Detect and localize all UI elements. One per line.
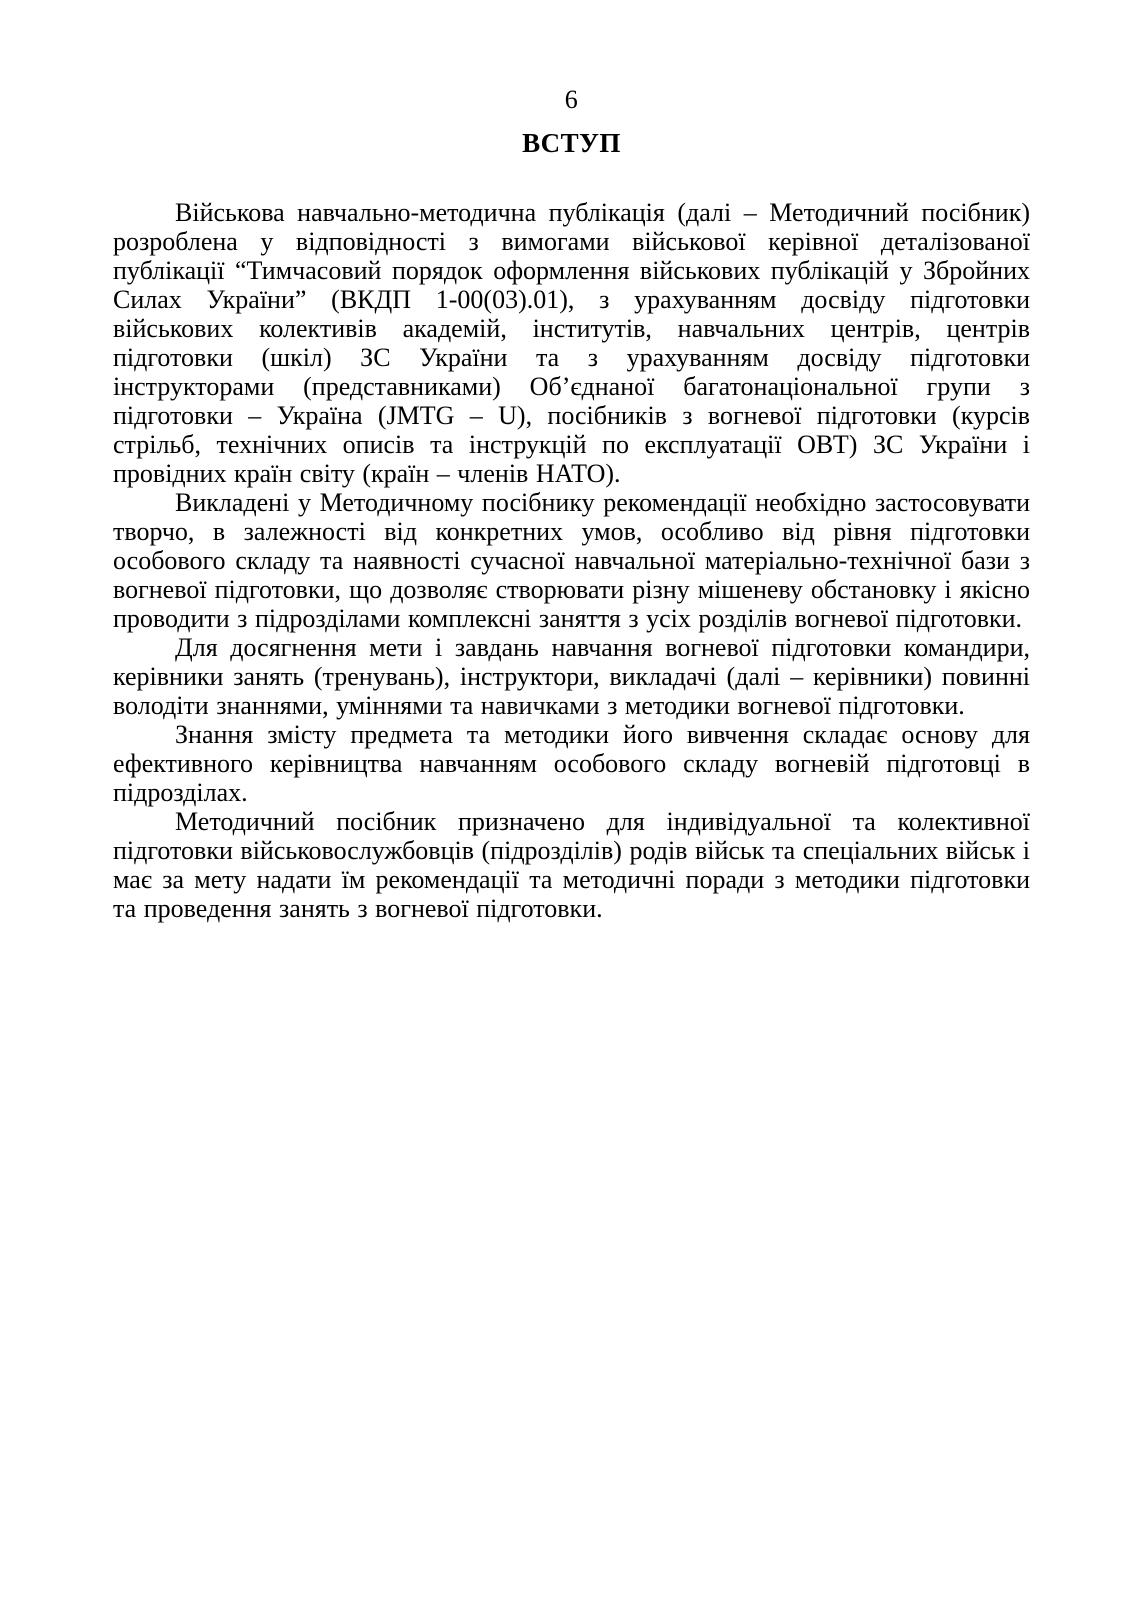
page-number: 6 <box>564 85 579 114</box>
paragraph-recommendations: Викладені у Методичному посібнику рекомендації необхідно застосовувати творчо, в залежності від конкретних умов, особливо від рівня підготовки особового складу та наявності сучасної навчальної матеріально-технічної бази з вогневої підготовки, що дозволяє створювати різну мішеневу обстановку і якісно проводити з підрозділами комплексні заняття з усіх розділів вогневої підготовки. <box>113 488 1030 633</box>
paragraph-purpose: Методичний посібник призначено для індивідуальної та колективної підготовки військовослужбовців (підрозділів) родів військ та спеціальних військ і має за мету надати їм рекомендації та методичні поради з методики підготовки та проведення занять з вогневої підготовки. <box>113 807 1030 923</box>
paragraph-intro-publication: Військова навчально-методична публікація (далі – Методичний посібник) розроблена у відповідності з вимогами військової керівної деталізованої публікації “Тимчасовий порядок оформлення військових публікацій у Збройних Силах України” (ВКДП 1-00(03).01), з урахуванням досвіду підготовки військових колективів академій, інститутів, навчальних центрів, центрів підготовки (шкіл) ЗС України та з урахуванням досвіду підготовки інструкторами (представниками) Об’єднаної багатонаціональної групи з підготовки – Україна (JMTG – U), посібників з вогневої підготовки (курсів стрільб, технічних описів та інструкцій по експлуатації ОВТ) ЗС України і провідних країн світу (країн – членів НАТО). <box>113 198 1030 488</box>
paragraph-knowledge: Знання змісту предмета та методики його вивчення складає основу для ефективного керівництва навчанням особового складу вогневій підготовці в підрозділах. <box>113 720 1030 807</box>
body-text <box>113 198 1030 923</box>
paragraph-goals: Для досягнення мети і завдань навчання вогневої підготовки командири, керівники занять (тренувань), інструктори, викладачі (далі – керівники) повинні володіти знаннями, уміннями та навичками з методики вогневої підготовки. <box>113 633 1030 720</box>
section-heading: ВСТУП <box>522 128 621 158</box>
